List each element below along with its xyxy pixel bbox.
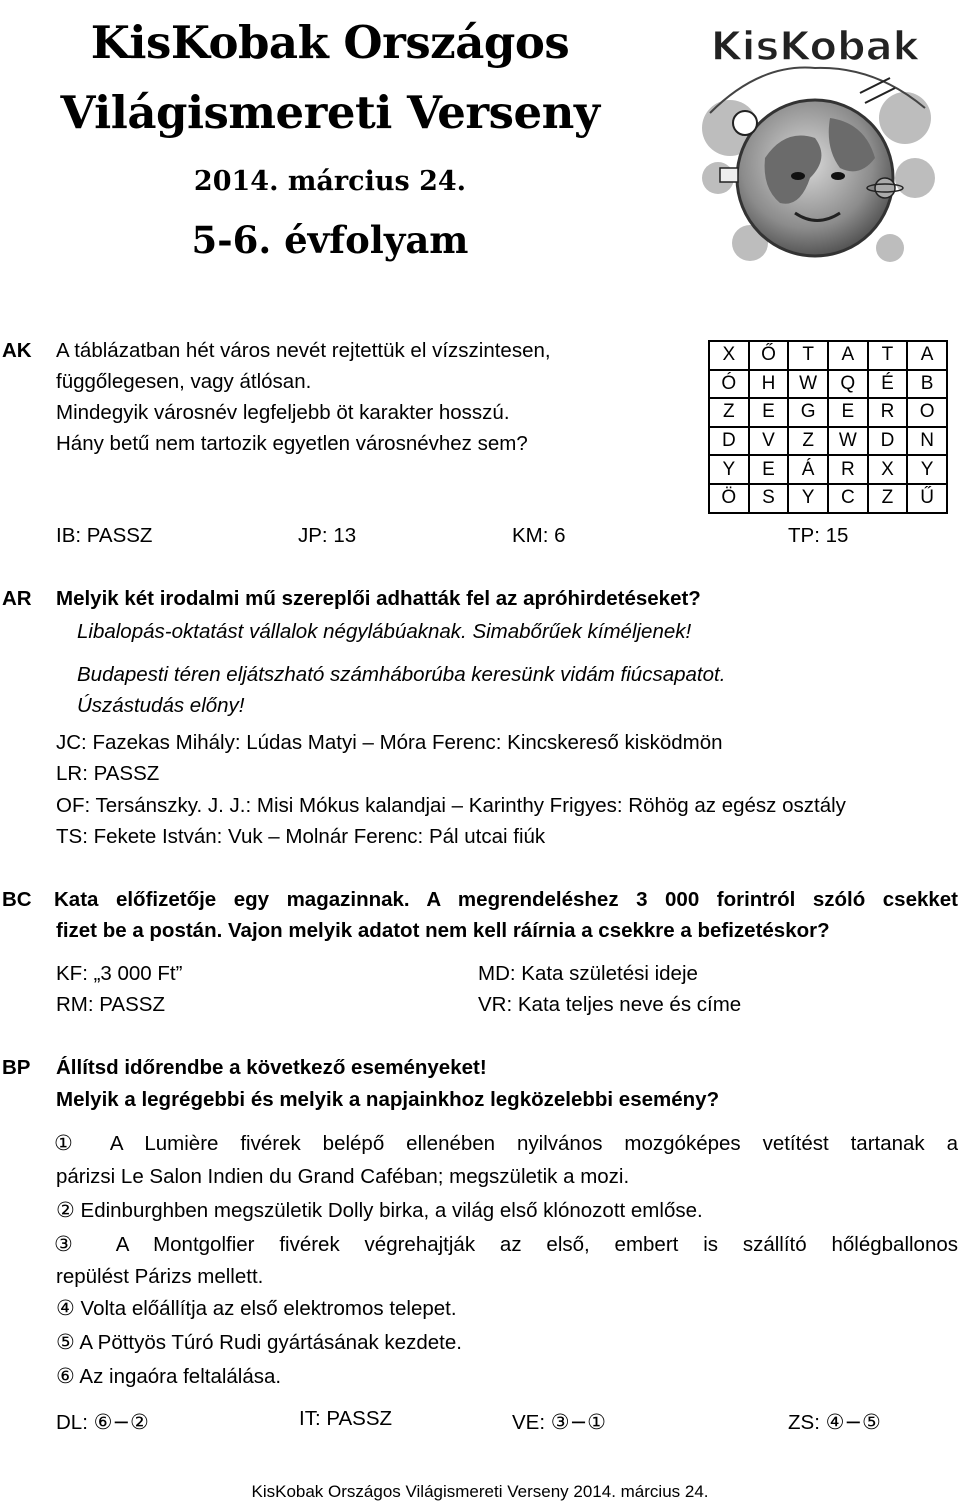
event-number: ②: [56, 1198, 75, 1222]
grid-row: [709, 427, 947, 456]
grid-cell: Y: [788, 484, 828, 513]
grid-row: [709, 455, 947, 484]
answer-value: ④−⑤: [825, 1410, 881, 1434]
event-number: ④: [56, 1296, 75, 1320]
q4-event-1-line1: [54, 1131, 958, 1156]
grid-cell: Ű: [907, 484, 947, 513]
planet-icon: [875, 178, 895, 198]
grid-cell: E: [749, 398, 789, 427]
q3-answer-md: MD: Kata születési ideje: [478, 962, 698, 985]
grid-cell: Y: [709, 455, 749, 484]
event-number: ①: [54, 1131, 90, 1155]
q4-event-5: [56, 1330, 462, 1355]
grade-level: 5-6. évfolyam: [191, 218, 469, 262]
grid-cell: N: [907, 427, 947, 456]
grid-cell: G: [788, 398, 828, 427]
kiskobak-logo: [690, 8, 940, 298]
grid-cell: Ő: [749, 341, 789, 370]
soccer-ball-icon: [733, 111, 757, 135]
event-number: ⑥: [56, 1364, 75, 1388]
q4-text-line1: Állítsd időrendbe a következő eseményeket!: [56, 1056, 487, 1079]
q1-answer-ib: IB: PASSZ: [56, 524, 153, 547]
q4-answer-zs: [788, 1410, 881, 1435]
grid-cell: E: [828, 398, 868, 427]
grid-cell: Z: [868, 484, 908, 513]
answer-label: ZS:: [788, 1411, 820, 1434]
grid-cell: T: [788, 341, 828, 370]
grid-row: [709, 370, 947, 399]
question-code-bp: BP: [2, 1056, 31, 1079]
q2-answer-ts: TS: Fekete István: Vuk – Molnár Ferenc: Pál utcai fiúk: [56, 825, 546, 848]
grid-cell: R: [828, 455, 868, 484]
event-text: Edinburghben megszületik Dolly birka, a világ első klónozott emlőse.: [80, 1199, 703, 1222]
grid-row: [709, 484, 947, 513]
q4-event-1-line2: párizsi Le Salon Indien du Grand Caféban; megszületik a mozi.: [56, 1165, 630, 1188]
q2-question: Melyik két irodalmi mű szereplői adhatták fel az apróhirdetéseket?: [56, 587, 701, 610]
competition-date: 2014. március 24.: [193, 166, 467, 197]
q2-answer-lr: LR: PASSZ: [56, 762, 160, 785]
event-number: ③: [54, 1232, 92, 1256]
q3-answer-kf: KF: „3 000 Ft”: [56, 962, 183, 985]
letter-grid: [708, 340, 948, 514]
grid-cell: Ó: [709, 370, 749, 399]
grid-row: [709, 341, 947, 370]
q4-answer-ve: [512, 1410, 606, 1435]
q2-ad-line3: Úszástudás előny!: [77, 694, 245, 717]
grid-cell: X: [868, 455, 908, 484]
event-text: Volta előállítja az első elektromos telepet.: [80, 1297, 457, 1320]
grid-cell: T: [868, 341, 908, 370]
q1-answer-tp: TP: 15: [788, 524, 849, 547]
event-text: A Pöttyös Túró Rudi gyártásának kezdete.: [79, 1331, 462, 1354]
question-code-ar: AR: [2, 587, 32, 610]
page-title-line2: Világismereti Verseny: [60, 86, 600, 139]
q4-event-4: [56, 1296, 457, 1321]
answer-label: DL:: [56, 1411, 88, 1434]
grid-cell: H: [749, 370, 789, 399]
q1-answer-jp: JP: 13: [298, 524, 357, 547]
book-icon: [720, 168, 738, 182]
grid-cell: Z: [709, 398, 749, 427]
page-footer: KisKobak Országos Világismereti Verseny 2014. március 24.: [251, 1482, 709, 1501]
q1-text-line1: A táblázatban hét város nevét rejtettük el vízszintesen,: [56, 339, 551, 362]
grid-cell: W: [828, 427, 868, 456]
question-code-bc: BC: [2, 888, 32, 911]
event-text: A Lumière fivérek belépő ellenében nyilvános mozgóképes vetítést tartanak a: [109, 1132, 959, 1155]
q3-answer-rm: RM: PASSZ: [56, 993, 165, 1016]
q4-event-3-line2: repülést Párizs mellett.: [56, 1265, 264, 1288]
grid-cell: É: [868, 370, 908, 399]
q1-answer-km: KM: 6: [512, 524, 566, 547]
grid-cell: S: [749, 484, 789, 513]
grid-cell: W: [788, 370, 828, 399]
q2-ad-line2: Budapesti téren eljátszható számháborúba keresünk vidám fiúcsapatot.: [77, 663, 726, 686]
answer-label: VE:: [512, 1411, 546, 1434]
q2-answer-of: OF: Tersánszky. J. J.: Misi Mókus kalandjai – Karinthy Frigyes: Röhög az egész osztály: [56, 794, 846, 817]
answer-value: ③−①: [550, 1410, 606, 1434]
grid-cell: Á: [788, 455, 828, 484]
grid-cell: X: [709, 341, 749, 370]
q2-ad-line1: Libalopás-oktatást vállalok négylábúaknak. Simabőrűek kíméljenek!: [77, 620, 692, 643]
q4-event-2: [56, 1198, 703, 1223]
q1-text-line4: Hány betű nem tartozik egyetlen városnévhez sem?: [56, 432, 528, 455]
event-text: A Montgolfier fivérek végrehajtják az első, embert is szállító hőlégballonos: [115, 1233, 959, 1256]
grid-cell: E: [749, 455, 789, 484]
q4-answer-dl: [56, 1410, 149, 1435]
q4-answer-it: IT: PASSZ: [299, 1407, 393, 1430]
grid-row: [709, 398, 947, 427]
q2-answer-jc: JC: Fazekas Mihály: Lúdas Matyi – Móra Ferenc: Kincskereső kisködmön: [56, 731, 723, 754]
q3-text-line2: fizet be a postán. Vajon melyik adatot nem kell ráírnia a csekkre a befizetéskor?: [56, 919, 830, 942]
grid-cell: R: [868, 398, 908, 427]
q4-event-3-line1: [54, 1232, 958, 1257]
grid-cell: A: [828, 341, 868, 370]
grid-cell: B: [907, 370, 947, 399]
q3-text-line1: Kata előfizetője egy magazinnak. A megrendeléshez 3 000 forintról szóló csekket: [54, 888, 958, 911]
event-text: Az ingaóra feltalálása.: [79, 1365, 282, 1388]
grid-cell: Q: [828, 370, 868, 399]
grid-cell: Ö: [709, 484, 749, 513]
globe-icon: [737, 100, 893, 256]
grid-cell: D: [709, 427, 749, 456]
q3-answer-vr: VR: Kata teljes neve és címe: [478, 993, 742, 1016]
grid-cell: D: [868, 427, 908, 456]
q4-event-6: [56, 1364, 281, 1389]
grid-cell: Y: [907, 455, 947, 484]
grid-cell: Z: [788, 427, 828, 456]
page-title-line1: KisKobak Országos: [90, 16, 570, 69]
grid-cell: C: [828, 484, 868, 513]
q1-text-line2: függőlegesen, vagy átlósan.: [56, 370, 312, 393]
answer-value: ⑥−②: [93, 1410, 149, 1434]
q1-text-line3: Mindegyik városnév legfeljebb öt karakter hosszú.: [56, 401, 510, 424]
grid-cell: A: [907, 341, 947, 370]
question-code-ak: AK: [2, 339, 32, 362]
q4-text-line2: Melyik a legrégebbi és melyik a napjainkhoz legközelebbi esemény?: [56, 1088, 720, 1111]
event-number: ⑤: [56, 1330, 75, 1354]
grid-cell: O: [907, 398, 947, 427]
logo-wordmark: KisKobak: [710, 24, 920, 70]
grid-cell: V: [749, 427, 789, 456]
